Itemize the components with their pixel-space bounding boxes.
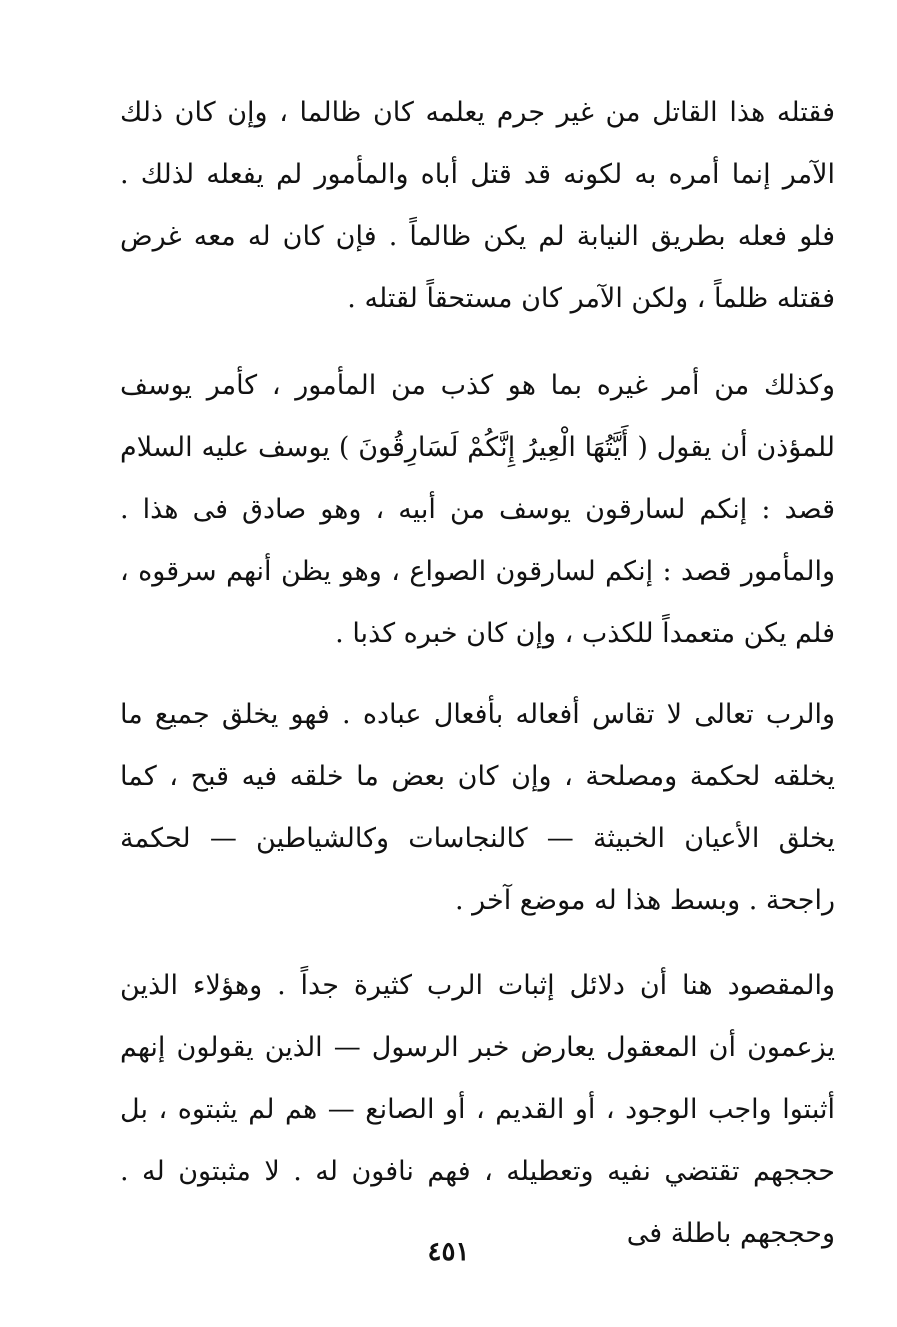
paragraph-1 (120, 82, 835, 330)
paragraph-3-text: والرب تعالى لا تقاس أفعاله بأفعال عباده . فهو يخلق جميع ما يخلقه لحكمة ومصلحة ، وإن كان بعض ما خلقه فيه قبح ، كما يخلق الأعيان الخبيثة — كالنجاسات وكالشياطين — لحكمة راجحة . وبسط هذا له موضع آخر . (120, 699, 835, 916)
paragraph-2-text: وكذلك من أمر غيره بما هو كذب من المأمور ، كأمر يوسف للمؤذن أن يقول ( أَيَّتُهَا الْعِيرُ إِنَّكُمْ لَسَارِقُونَ ) يوسف عليه السلام قصد : إنكم لسارقون يوسف من أبيه ، وهو صادق فى هذا . والمأمور قصد : إنكم لسارقون الصواع ، وهو يظن أنهم سرقوه ، فلم يكن متعمداً للكذب ، وإن كان خبره كذبا . (120, 370, 835, 649)
paragraph-3 (120, 684, 835, 932)
paragraph-1-text: فقتله هذا القاتل من غير جرم يعلمه كان ظالما ، وإن كان ذلك الآمر إنما أمره به لكونه قد قتل أباه والمأمور لم يفعله لذلك . فلو فعله بطريق النيابة لم يكن ظالماً . فإن كان له معه غرض فقتله ظلماً ، ولكن الآمر كان مستحقاً لقتله . (120, 97, 835, 314)
paragraph-4-text: والمقصود هنا أن دلائل إثبات الرب كثيرة جداً . وهؤلاء الذين يزعمون أن المعقول يعارض خبر الرسول — الذين يقولون إنهم أثبتوا واجب الوجود ، أو القديم ، أو الصانع — هم لم يثبتوه ، بل حججهم تقتضي نفيه وتعطيله ، فهم نافون له . لا مثبتون له . وحججهم باطلة فى (120, 970, 835, 1249)
paragraph-4 (120, 955, 835, 1265)
paragraph-2 (120, 355, 835, 665)
page-number: ٤٥١ (427, 1237, 470, 1267)
